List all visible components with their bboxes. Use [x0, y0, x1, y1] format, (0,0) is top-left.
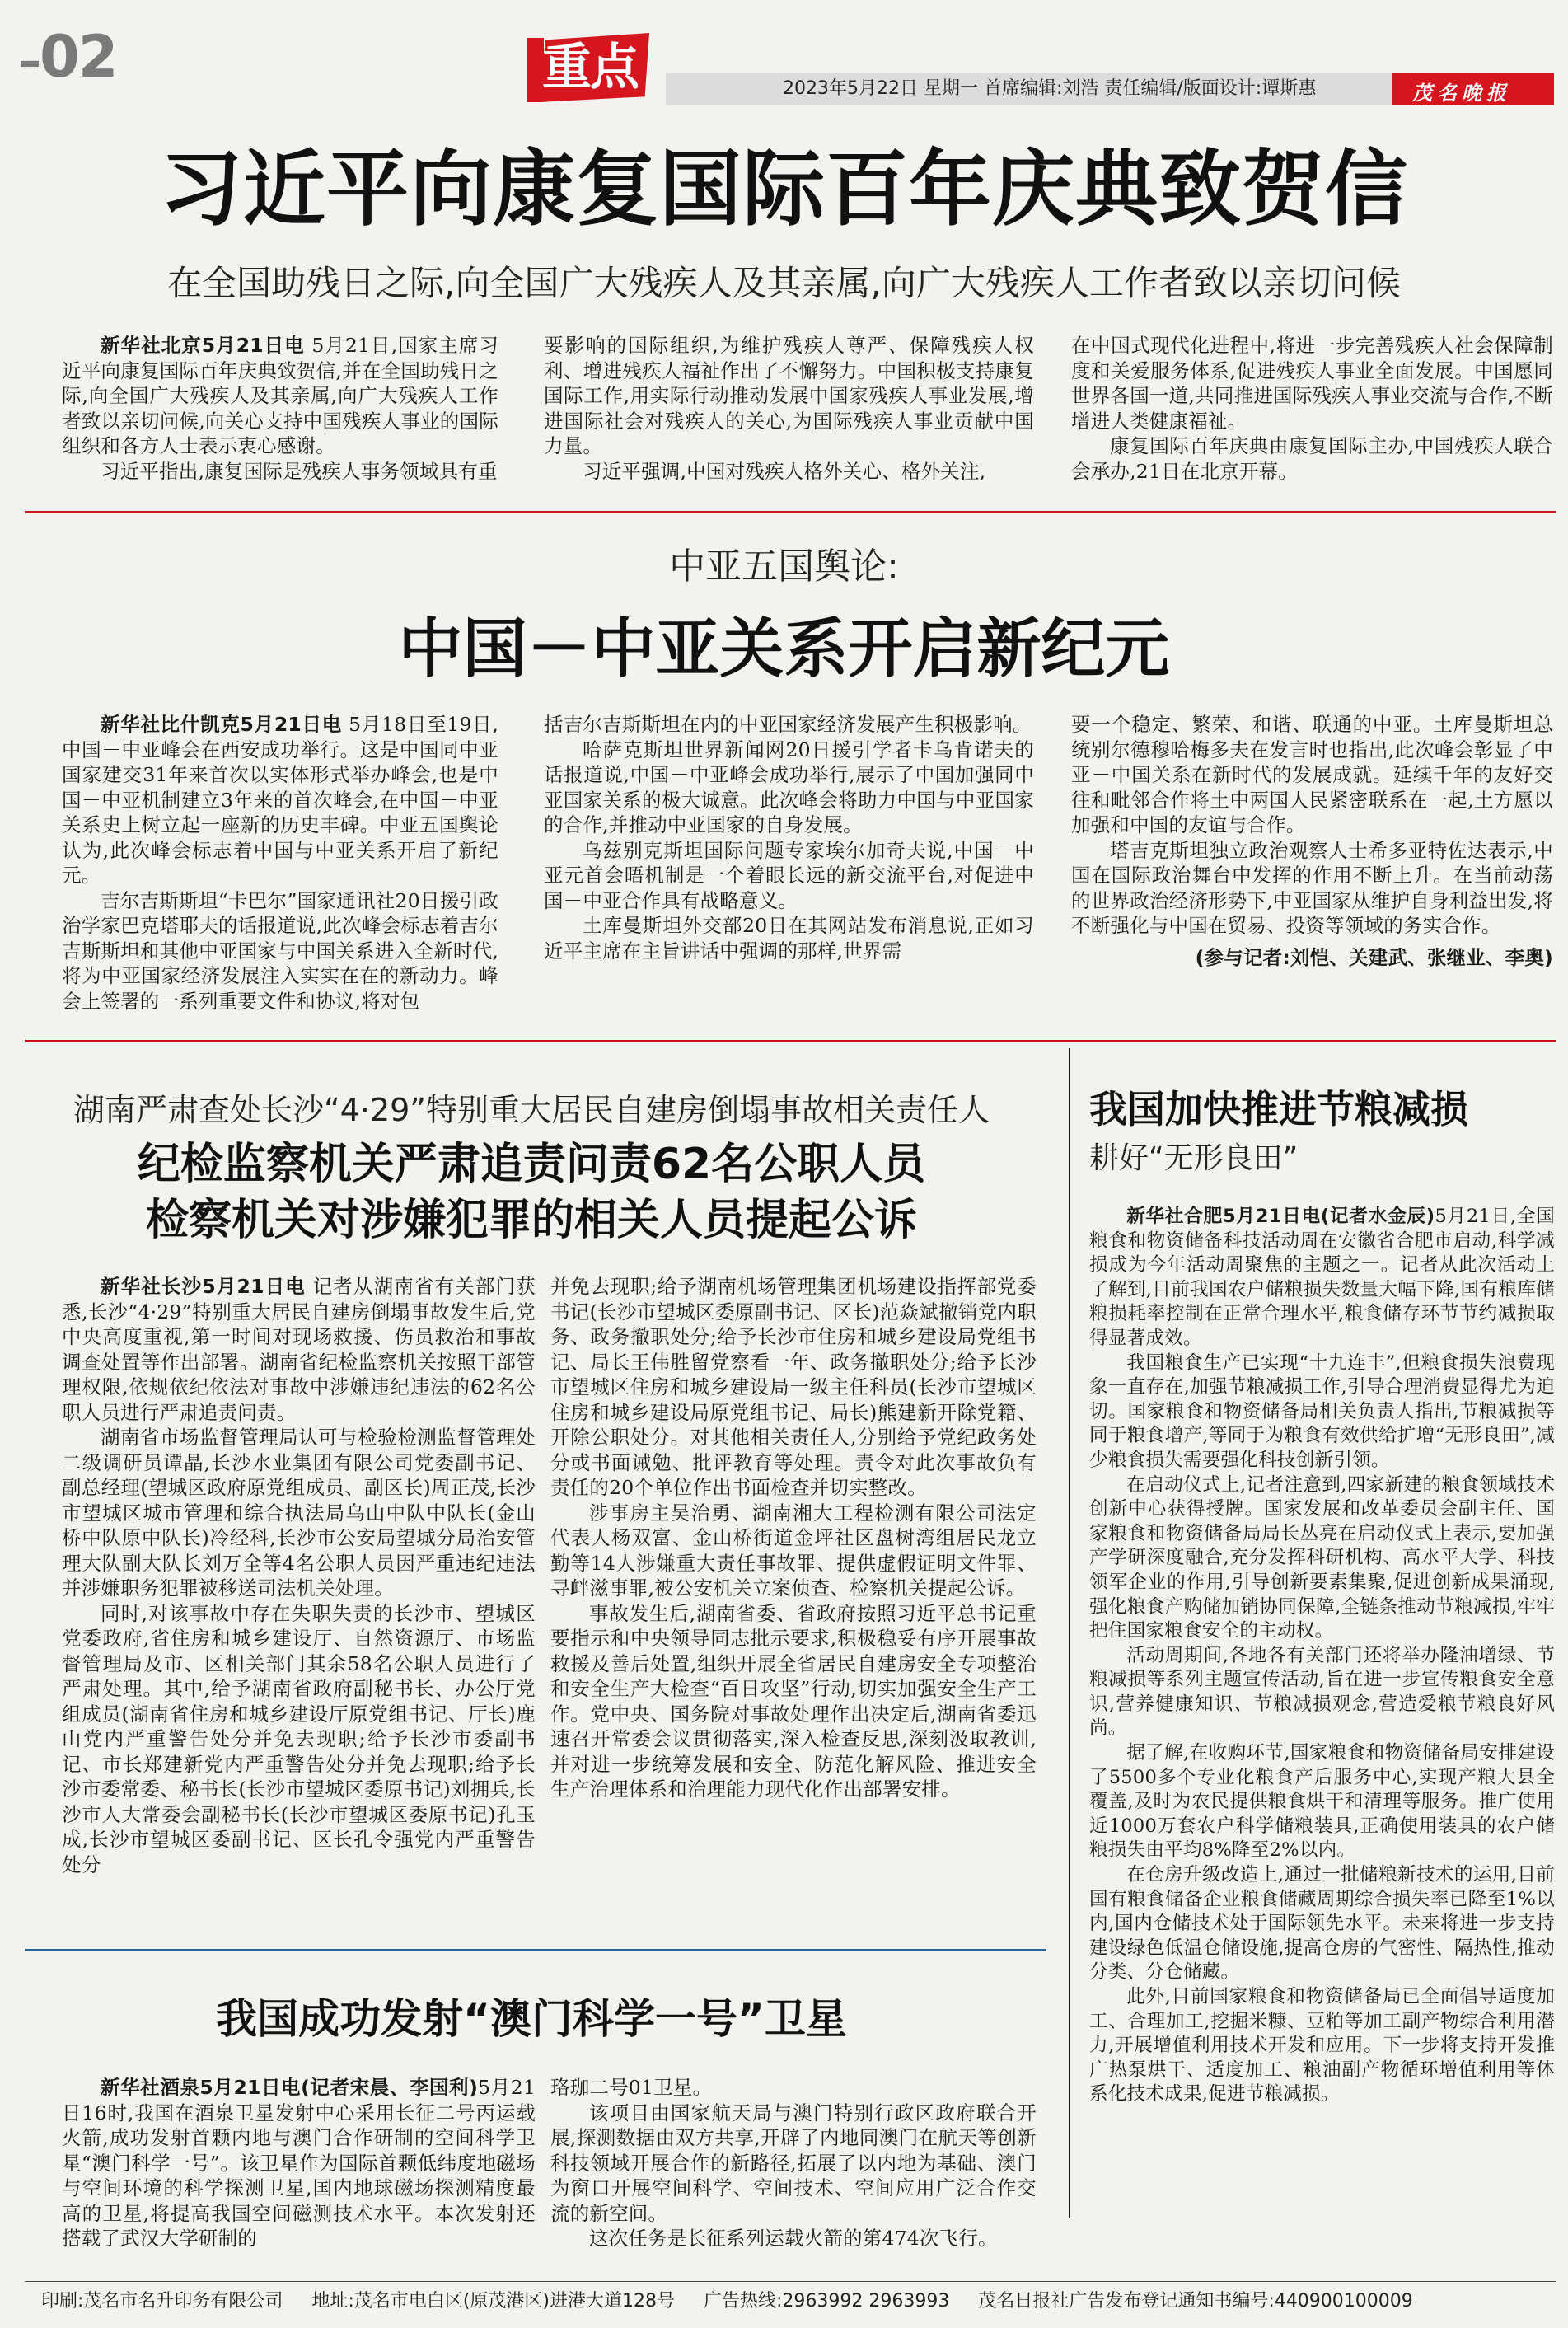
- footer: [41, 2289, 1557, 2314]
- page-number: –02: [18, 23, 117, 91]
- footer-hotline: 广告热线:2963992 2963993: [704, 2291, 950, 2312]
- article3-column-2: 并免去现职;给予湖南机场管理集团机场建设指挥部党委书记(长沙市望城区委原副书记、区长)范焱斌撤销党内职务、政务撤职处分;给予长沙市住房和城乡建设局党组书记、局长王伟胜留党察看一年、政务撤职处分;给予长沙市望城区住房和城乡建设局一级主任科员(长沙市望城区住房和城乡建设局原党组书记、局长)熊建新开除党籍、开除公职处分。对其他相关责任人,分别给予党纪政务处分或书面诫勉、批评教育等处理。责令对此次事故负有责任的20个单位作出书面检查并切实整改。 涉事房主吴治勇、湖南湘大工程检测有限公司法定代表人杨双富、金山桥街道金坪社区盘树湾组居民龙立勤等14人涉嫌重大责任事故罪、提供虚假证明文件罪、寻衅滋事罪,被公安机关立案侦查、检察机关提起公诉。 事故发生后,湖南省委、省政府按照习近平总书记重要指示和中央领导同志批示要求,积极稳妥有序开展事故救援及善后处置,组织开展全省居民自建房安全专项整治和安全生产大检查“百日攻坚”行动,切实加强安全生产工作。党中央、国务院对事故处理作出决定后,湖南省委迅速召开常委会议贯彻落实,深入检查反思,深刻汲取教训,并对进一步统筹发展和安全、防范化解风险、推进安全生产治理体系和治理能力现代化作出部署安排。: [550, 1275, 1037, 1801]
- article1-title: 习近平向康复国际百年庆典致贺信: [160, 141, 1408, 237]
- column-rule-vertical: [1069, 1048, 1070, 2218]
- divider-3: [25, 1949, 1046, 1951]
- footer-license: 茂名日报社广告发布登记通知书编号:440900100009: [978, 2291, 1413, 2312]
- article4-column-2: 珞珈二号01卫星。 该项目由国家航天局与澳门特别行政区政府联合开展,探测数据由双方共享,开辟了内地同澳门在航天等创新科技领域开展合作的新路径,拓展了以内地为基础、澳门为窗口开展空间科学、空间技术、空间应用广泛合作交流的新空间。 这次任务是长征系列运载火箭的第474次飞行。: [550, 2076, 1037, 2250]
- article3-title-2: 检察机关对涉嫌犯罪的相关人员提起公诉: [145, 1196, 917, 1245]
- article3-column-1: 新华社长沙5月21日电 记者从湖南省有关部门获悉,长沙“4·29”特别重大居民自建房倒塌事故发生后,党中央高度重视,第一时间对现场救援、伤员救治和事故调查处置等作出部署。湖南省纪检监察机关按照干部管理权限,依规依纪依法对事故中涉嫌违纪违法的62名公职人员进行严肃追责问责。 湖南省市场监督管理局认可与检验检测监督管理处二级调研员谭晶,长沙水业集团有限公司党委副书记、副总经理(望城区政府原党组成员、副区长)周正茂,长沙市望城区城市管理和综合执法局乌山中队中队长(金山桥中队原中队长)冷经科,长沙市公安局望城分局治安管理大队副大队长刘万全等4名公职人员因严重违纪违法并涉嫌职务犯罪被移送司法机关处理。 同时,对该事故中存在失职失责的长沙市、望城区党委政府,省住房和城乡建设厅、自然资源厅、市场监督管理局及市、区相关部门其余58名公职人员进行了严肃处理。其中,给予湖南省政府副秘书长、办公厅党组成员(湖南省住房和城乡建设厅原党组书记、厅长)鹿山党内严重警告处分并免去现职;给予长沙市委副书记、市长郑建新党内严重警告处分并免去现职;给予长沙市委常委、秘书长(长沙市望城区委原书记)刘拥兵,长沙市人大常委会副秘书长(长沙市望城区委原书记)孔玉成,长沙市望城区委副书记、区长孔令强党内严重警告处分: [62, 1275, 536, 1876]
- article2-column-1: 新华社比什凯克5月21日电 5月18日至19日,中国－中亚峰会在西安成功举行。这是中国同中亚国家建交31年来首次以实体形式举办峰会,也是中国－中亚机制建立3年来的首次峰会,在中国－中亚关系史上树立起一座新的历史丰碑。中亚五国舆论认为,此次峰会标志着中国与中亚关系开启了新纪元。 吉尔吉斯斯坦“卡巴尔”国家通讯社20日援引政治学家巴克塔耶夫的话报道说,此次峰会标志着吉尔吉斯斯坦和其他中亚国家与中国关系进入全新时代,将为中亚国家经济发展注入实实在在的新动力。峰会上签署的一系列重要文件和协议,将对包: [62, 713, 499, 1013]
- brand-logo: 茂名晚报: [1392, 73, 1554, 105]
- article3-kicker: 湖南严肃查处长沙“4·29”特别重大居民自建房倒塌事故相关责任人: [73, 1092, 990, 1128]
- article1-column-3: 在中国式现代化进程中,将进一步完善残疾人社会保障制度和关爱服务体系,促进残疾人事业全面发展。中国愿同世界各国一道,共同推进国际残疾人事业交流与合作,不断增进人类健康福祉。 康复国际百年庆典由康复国际主办,中国残疾人联合会承办,21日在北京开幕。: [1071, 334, 1553, 483]
- footer-printer: 印刷:茂名市名升印务有限公司: [41, 2291, 283, 2312]
- article1-column-2: 要影响的国际组织,为维护残疾人尊严、保障残疾人权利、增进残疾人福祉作出了不懈努力。中国积极支持康复国际工作,用实际行动推动发展中国家残疾人事业发展,增进国际社会对残疾人的关心,为国际残疾人事业贡献中国力量。 习近平强调,中国对残疾人格外关心、格外关注,: [544, 334, 1034, 483]
- footer-rule: [25, 2281, 1556, 2282]
- article5-subtitle: 耕好“无形良田”: [1089, 1141, 1299, 1175]
- article1-column-1: 新华社北京5月21日电 5月21日,国家主席习近平向康复国际百年庆典致贺信,并在全国助残日之际,向全国广大残疾人及其亲属,向广大残疾人工作者致以亲切问候,向关心支持中国残疾人事业的国际组织和各方人士表示衷心感谢。 习近平指出,康复国际是残疾人事务领域具有重: [62, 334, 499, 483]
- article3-title-1: 纪检监察机关严肃追责问责62名公职人员: [137, 1140, 926, 1189]
- article1-subtitle: 在全国助残日之际,向全国广大残疾人及其亲属,向广大残疾人工作者致以亲切问候: [167, 263, 1401, 303]
- article5-body: 新华社合肥5月21日电(记者水金辰)5月21日,全国粮食和物资储备科技活动周在安徽省合肥市启动,科学减损成为今年活动周聚焦的主题之一。记者从此次活动上了解到,目前我国农户储粮损失数量大幅下降,国有粮库储粮损耗率控制在正常合理水平,粮食储存环节节约减损取得显著成效。 我国粮食生产已实现“十九连丰”,但粮食损失浪费现象一直存在,加强节粮减损工作,引导合理消费显得尤为迫切。国家粮食和物资储备局相关负责人指出,节粮减损等同于粮食增产,等同于为粮食有效供给扩增“无形良田”,减少粮食损失需要强化科技创新引领。 在启动仪式上,记者注意到,四家新建的粮食领域技术创新中心获得授牌。国家发展和改革委员会副主任、国家粮食和物资储备局局长丛亮在启动仪式上表示,要加强产学研深度融合,充分发挥科研机构、高水平大学、科技领军企业的作用,引导创新要素集聚,促进创新成果涌现,强化粮食产购储加销协同保障,全链条推动节粮减损,牢牢把住国家粮食安全的主动权。 活动周期间,各地各有关部门还将举办隆油增绿、节粮减损等系列主题宣传活动,旨在进一步宣传粮食安全意识,营养健康知识、节粮减损观念,营造爱粮节粮良好风尚。 据了解,在收购环节,国家粮食和物资储备局安排建设了5500多个专业化粮食产后服务中心,实现产粮大县全覆盖,及时为农民提供粮食烘干和清理等服务。推广使用近1000万套农户科学储粮装具,正确使用装具的农户储粮损失由平均8%降至2%以内。 在仓房升级改造上,通过一批储粮新技术的运用,目前国有粮食储备企业粮食储藏周期综合损失率已降至1%以内,国内仓储技术处于国际领先水平。未来将进一步支持建设绿色低温仓储设施,提高仓房的气密性、隔热性,推动分类、分仓储藏。 此外,目前国家粮食和物资储备局已全面倡导适度加工、合理加工,挖掘米糠、豆粕等加工副产物综合利用潜力,开展增值利用技术开发和应用。下一步将支持开发推广热泵烘干、适度加工、粮油副产物循环增值利用等体系化技术成果,促进节粮减损。: [1089, 1206, 1555, 2106]
- article2-credit: (参与记者:刘恺、关建武、张继业、李奥): [1195, 945, 1553, 969]
- divider-1: [25, 511, 1556, 513]
- masthead-meta: 2023年5月22日 星期一 首席编辑:刘浩 责任编辑/版面设计:谭斯惠: [783, 78, 1317, 99]
- article2-column-3: 要一个稳定、繁荣、和谐、联通的中亚。土库曼斯坦总统别尔德穆哈梅多夫在发言时也指出,此次峰会彰显了中亚－中国关系在新时代的发展成就。延续千年的友好交往和毗邻合作将土中两国人民紧密联系在一起,土方愿以加强和中国的友谊与合作。 塔吉克斯坦独立政治观察人士希多亚特佐达表示,中国在国际政治舞台中发挥的作用不断上升。在当前动荡的世界政治经济形势下,中亚国家从维护自身利益出发,将不断强化与中国在贸易、投资等领域的务实合作。 (参与记者:刘恺、关建武、张继业、李奥): [1071, 713, 1553, 969]
- divider-2: [25, 1040, 1556, 1042]
- article4-title: 我国成功发射“澳门科学一号”卫星: [216, 1995, 847, 2043]
- footer-address: 地址:茂名市电白区(原茂港区)进港大道128号: [311, 2291, 675, 2312]
- article5-title: 我国加快推进节粮减损: [1089, 1087, 1468, 1131]
- article2-title: 中国－中亚关系开启新纪元: [398, 612, 1170, 686]
- article2-kicker: 中亚五国舆论:: [669, 546, 899, 588]
- article2-column-2: 括吉尔吉斯斯坦在内的中亚国家经济发展产生积极影响。 哈萨克斯坦世界新闻网20日援引学者卡乌肯诺夫的话报道说,中国－中亚峰会成功举行,展示了中国加强同中亚国家关系的极大诚意。此次峰会将助力中国与中亚国家的合作,并推动中亚国家的自身发展。 乌兹别克斯坦国际问题专家埃尔加奇夫说,中国－中亚元首会晤机制是一个着眼长远的新交流平台,对促进中国－中亚合作具有战略意义。 土库曼斯坦外交部20日在其网站发布消息说,正如习近平主席在主旨讲话中强调的那样,世界需: [544, 713, 1034, 963]
- article4-column-1: 新华社酒泉5月21日电(记者宋晨、李国利)5月21日16时,我国在酒泉卫星发射中心采用长征二号丙运载火箭,成功发射首颗内地与澳门合作研制的空间科学卫星“澳门科学一号”。该卫星作为国际首颗低纬度地磁场与空间环境的科学探测卫星,国内地球磁场探测精度最高的卫星,将提高我国空间磁测技术水平。本次发射还搭载了武汉大学研制的: [62, 2076, 536, 2250]
- section-tag: 重点: [527, 33, 649, 107]
